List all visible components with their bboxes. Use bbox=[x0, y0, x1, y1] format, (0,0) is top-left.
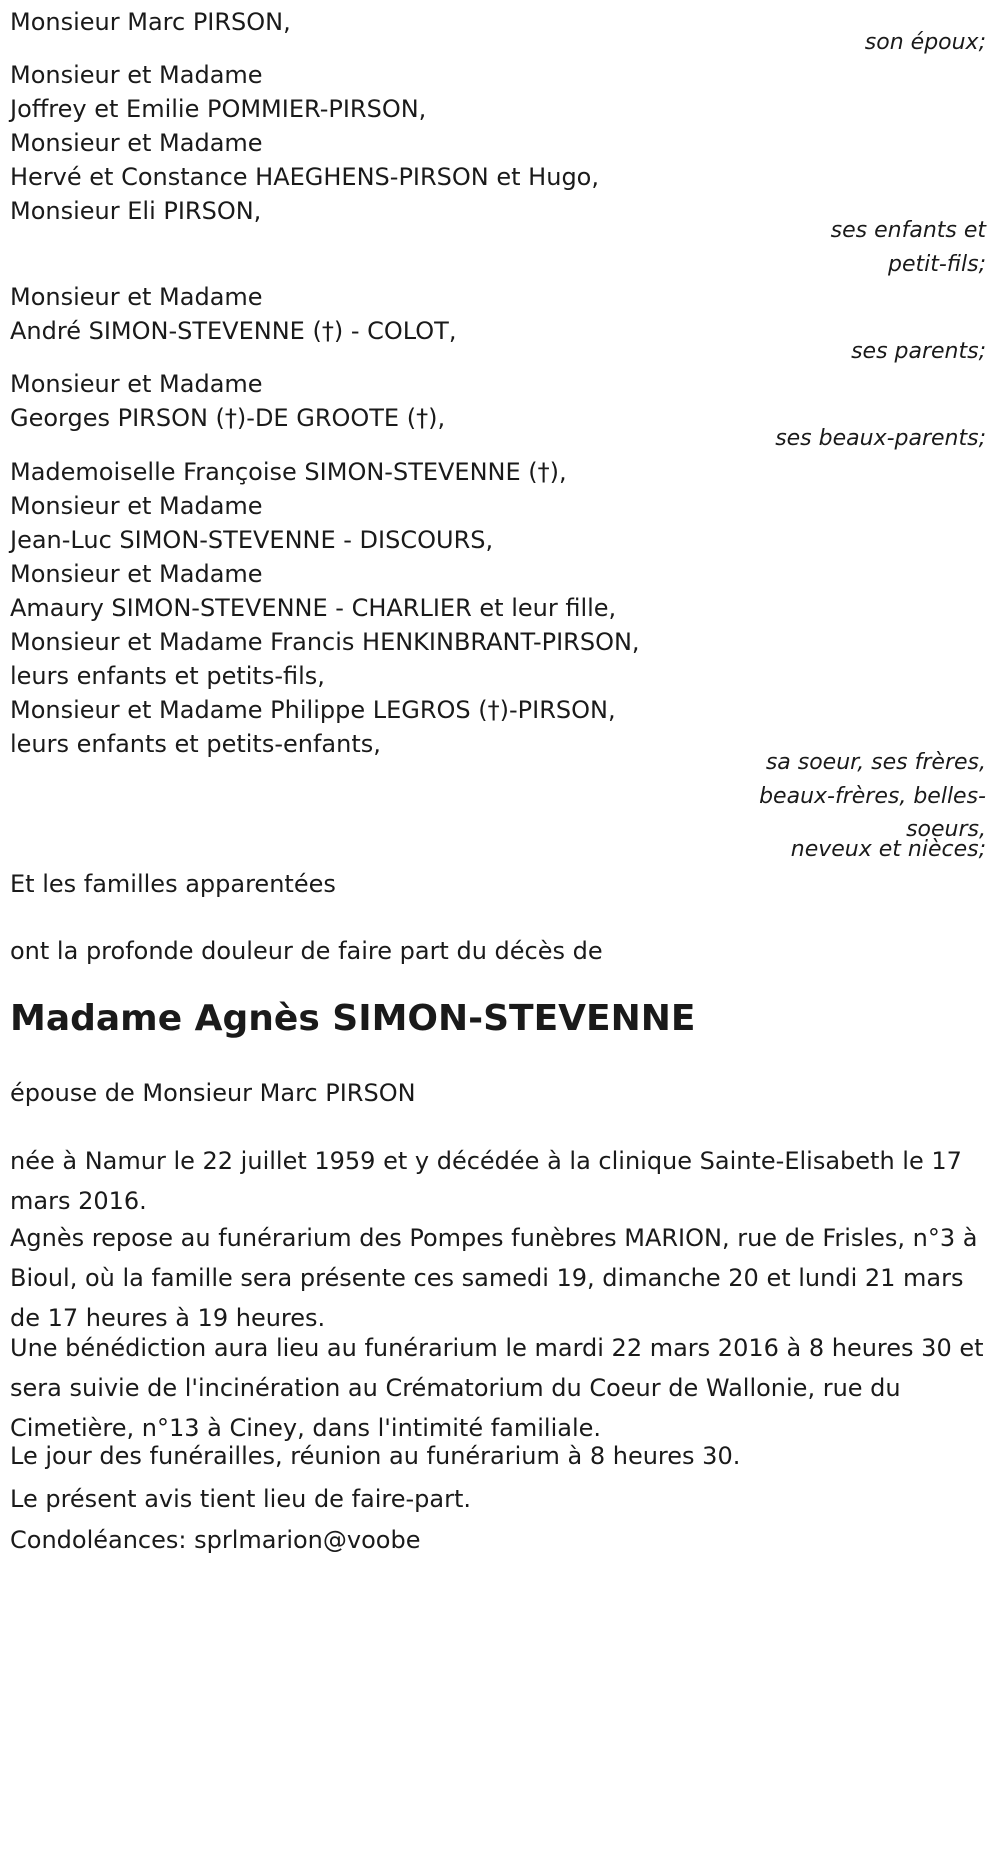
family-line: Georges PIRSON (†)-DE GROOTE (†), bbox=[10, 404, 446, 432]
family-line: leurs enfants et petits-enfants, bbox=[10, 730, 381, 758]
funeral-meeting-paragraph: Le jour des funérailles, réunion au funérarium à 8 heures 30. bbox=[10, 1442, 741, 1470]
relationship-label: son époux; bbox=[864, 30, 986, 55]
family-line: Mademoiselle Françoise SIMON-STEVENNE (†), bbox=[10, 458, 567, 486]
relationship-label: petit-fils; bbox=[887, 252, 986, 277]
family-line: Monsieur et Madame bbox=[10, 129, 263, 157]
family-line: Monsieur et Madame bbox=[10, 61, 263, 89]
announcement-text: ont la profonde douleur de faire part du décès de bbox=[10, 937, 603, 965]
relationship-label: ses enfants et bbox=[830, 218, 986, 243]
visitation-paragraph: Agnès repose au funérarium des Pompes funèbres MARION, rue de Frisles, n°3 à Bioul, où la famille sera présente ces samedi 19, dimanche 20 et lundi 21 mars de 17 heures à 19 heures. bbox=[10, 1224, 978, 1332]
family-line: Monsieur Marc PIRSON, bbox=[10, 8, 291, 36]
relationship-label: ses beaux-parents; bbox=[775, 426, 986, 451]
family-line: Amaury SIMON-STEVENNE - CHARLIER et leur fille, bbox=[10, 594, 617, 622]
family-line: Monsieur et Madame bbox=[10, 492, 263, 520]
family-line: Et les familles apparentées bbox=[10, 870, 336, 898]
family-line: leurs enfants et petits-fils, bbox=[10, 662, 325, 690]
family-line: André SIMON-STEVENNE (†) - COLOT, bbox=[10, 317, 457, 345]
family-line: Monsieur et Madame Philippe LEGROS (†)-PIRSON, bbox=[10, 696, 616, 724]
spouse-line: épouse de Monsieur Marc PIRSON bbox=[10, 1079, 416, 1107]
relationship-label: soeurs, bbox=[906, 817, 986, 842]
family-line: Jean-Luc SIMON-STEVENNE - DISCOURS, bbox=[10, 526, 494, 554]
family-line: Monsieur et Madame bbox=[10, 283, 263, 311]
condolences-paragraph: Condoléances: sprlmarion@voobe bbox=[10, 1526, 421, 1554]
family-line: Monsieur Eli PIRSON, bbox=[10, 197, 262, 225]
relationship-label: ses parents; bbox=[851, 339, 986, 364]
relationship-label: sa soeur, ses frères, bbox=[765, 750, 986, 775]
deceased-name: Madame Agnès SIMON-STEVENNE bbox=[10, 998, 696, 1039]
family-line: Monsieur et Madame Francis HENKINBRANT-PIRSON, bbox=[10, 628, 640, 656]
relationship-label: neveux et nièces; bbox=[790, 837, 986, 862]
ceremony-paragraph: Une bénédiction aura lieu au funérarium le mardi 22 mars 2016 à 8 heures 30 et sera suivie de l'incinération au Crématorium du Coeur de Wallonie, rue du Cimetière, n°13 à Ciney, dans l'intimité familiale. bbox=[10, 1334, 984, 1442]
birth-death-paragraph: née à Namur le 22 juillet 1959 et y décédée à la clinique Sainte-Elisabeth le 17 mars 2016. bbox=[10, 1147, 962, 1215]
family-line: Joffrey et Emilie POMMIER-PIRSON, bbox=[10, 95, 427, 123]
family-line: Monsieur et Madame bbox=[10, 560, 263, 588]
relationship-label: beaux-frères, belles- bbox=[759, 784, 986, 809]
family-line: Monsieur et Madame bbox=[10, 370, 263, 398]
family-line: Hervé et Constance HAEGHENS-PIRSON et Hugo, bbox=[10, 163, 599, 191]
notice-paragraph: Le présent avis tient lieu de faire-part. bbox=[10, 1485, 472, 1513]
